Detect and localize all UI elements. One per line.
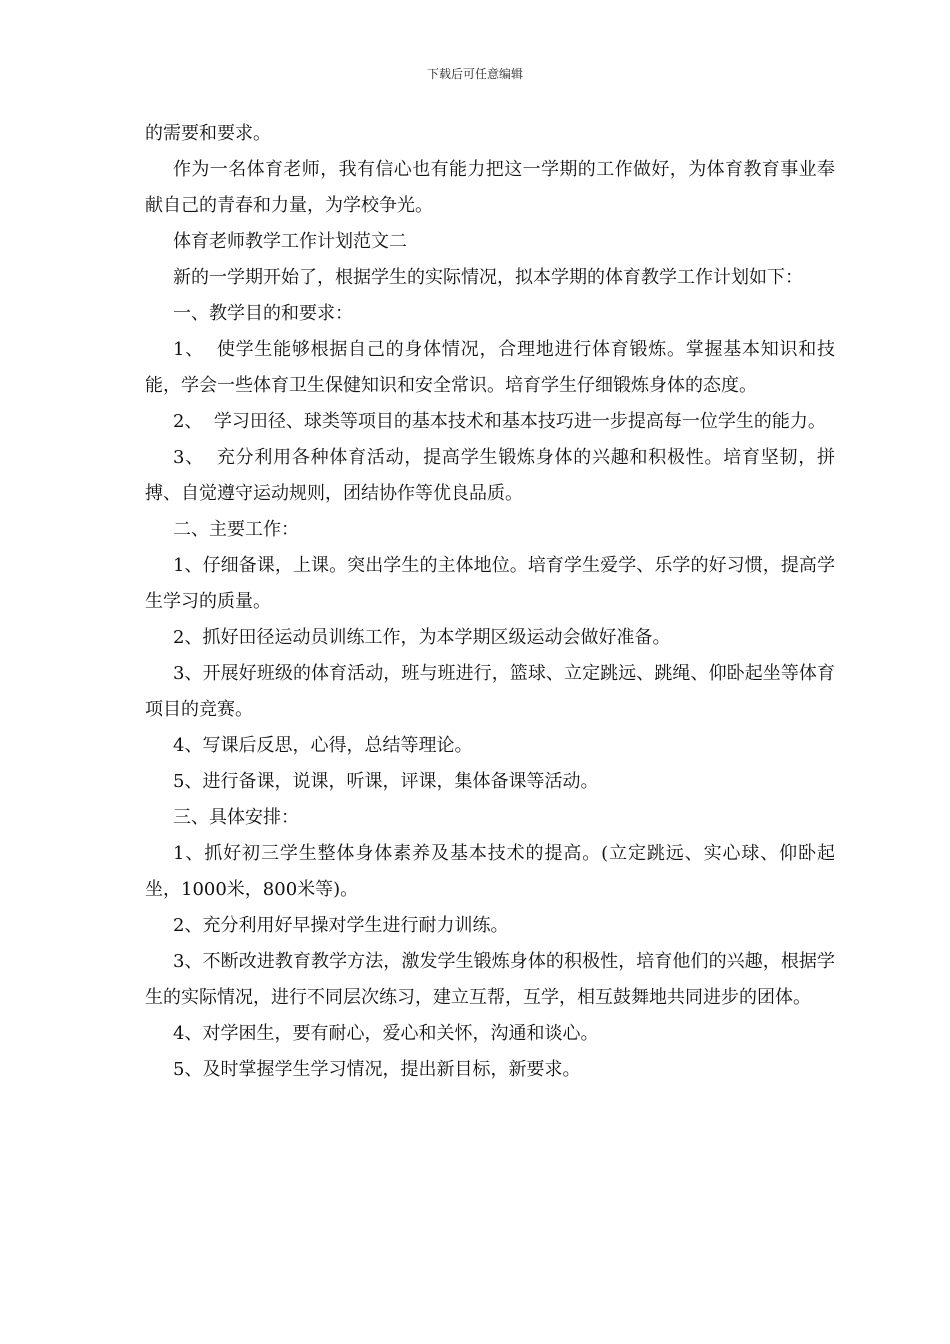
list-item-arrangement-5: 5、及时掌握学生学习情况，提出新目标，新要求。 — [173, 1059, 581, 1080]
list-item-goal-3: 3、 充分利用各种体育活动，提高学生锻炼身体的兴趣和积极性。培育坚韧，拼搏、自觉遵守运动规则，团结协作等优良品质。 — [145, 447, 835, 504]
document-body — [145, 116, 835, 1088]
list-item-work-1: 1、仔细备课，上课。突出学生的主体地位。培育学生爱学、乐学的好习惯，提高学生学习的质量。 — [145, 555, 835, 612]
list-item-work-2: 2、抓好田径运动员训练工作，为本学期区级运动会做好准备。 — [173, 627, 671, 648]
heading-teaching-goals: 一、教学目的和要求： — [173, 303, 353, 324]
paragraph-continuation: 的需要和要求。 — [145, 123, 271, 144]
page-header: 下载后可任意编辑 — [426, 67, 523, 81]
list-item-work-4: 4、写课后反思，心得，总结等理论。 — [173, 735, 473, 756]
heading-arrangements: 三、具体安排： — [173, 807, 299, 828]
paragraph-closing-statement: 作为一名体育老师，我有信心也有能力把这一学期的工作做好，为体育教育事业奉献自己的青春和力量，为学校争光。 — [145, 159, 835, 216]
list-item-arrangement-1: 1、抓好初三学生整体身体素养及基本技术的提高。(立定跳远、实心球、仰卧起坐，1000米，800米等)。 — [145, 843, 835, 900]
list-item-work-3: 3、开展好班级的体育活动，班与班进行，篮球、立定跳远、跳绳、仰卧起坐等体育项目的竞赛。 — [145, 663, 835, 720]
list-item-goal-1: 1、 使学生能够根据自己的身体情况，合理地进行体育锻炼。掌握基本知识和技能，学会一些体育卫生保健知识和安全常识。培育学生仔细锻炼身体的态度。 — [145, 339, 835, 396]
paragraph-intro: 新的一学期开始了，根据学生的实际情况，拟本学期的体育教学工作计划如下： — [173, 267, 803, 288]
heading-main-work: 二、主要工作： — [173, 519, 299, 540]
list-item-goal-2: 2、 学习田径、球类等项目的基本技术和基本技巧进一步提高每一位学生的能力。 — [173, 411, 826, 432]
list-item-arrangement-3: 3、不断改进教育教学方法，激发学生锻炼身体的积极性，培育他们的兴趣，根据学生的实际情况，进行不同层次练习，建立互帮，互学，相互鼓舞地共同进步的团体。 — [145, 951, 835, 1008]
list-item-work-5: 5、进行备课，说课，听课，评课，集体备课等活动。 — [173, 771, 599, 792]
list-item-arrangement-2: 2、充分利用好早操对学生进行耐力训练。 — [173, 915, 509, 936]
list-item-arrangement-4: 4、对学困生，要有耐心，爱心和关怀，沟通和谈心。 — [173, 1023, 599, 1044]
section-title: 体育老师教学工作计划范文二 — [173, 231, 407, 252]
